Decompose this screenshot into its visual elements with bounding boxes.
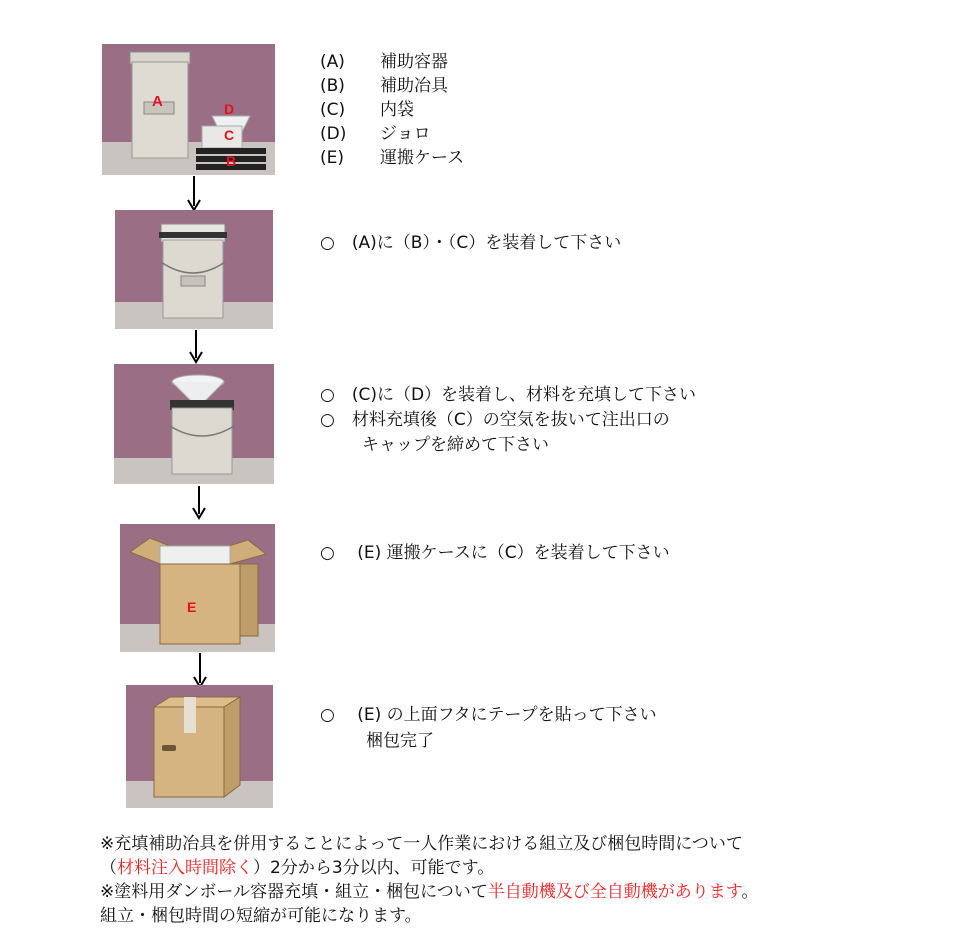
- label-c: C: [224, 127, 235, 143]
- photo-step-sealed: [126, 685, 273, 808]
- legend-code: (A): [320, 52, 345, 72]
- step5-text-1: ○ (E) の上面フタにテープを貼って下さい: [320, 705, 657, 725]
- note-line-3-a: ※塗料用ダンボール容器充填・組立・梱包について: [100, 882, 488, 902]
- note-line-2: [100, 856, 758, 880]
- legend-name: 内袋: [380, 100, 414, 120]
- label-e: E: [187, 599, 197, 615]
- legend-name: 補助容器: [380, 52, 448, 72]
- step3-text-1: ○ (C)に（D）を装着し、材料を充填して下さい: [320, 385, 697, 405]
- arrow-down-icon: [192, 653, 208, 689]
- step3-text-2: ○ 材料充填後（C）の空気を抜いて注出口の: [320, 410, 670, 430]
- legend-code: (E): [320, 148, 345, 168]
- note-line-1: ※充填補助冶具を併用することによって一人作業における組立及び梱包時間について: [100, 834, 743, 854]
- legend-code: (C): [320, 100, 346, 120]
- arrow-down-icon: [191, 486, 207, 520]
- step2-text: ○ (A)に（B）・（C）を装着して下さい: [320, 233, 622, 253]
- legend-code: (B): [320, 76, 345, 96]
- notes: [100, 832, 758, 928]
- legend-name: 運搬ケース: [380, 148, 465, 168]
- legend-code: (D): [320, 124, 347, 144]
- label-a: A: [152, 93, 163, 110]
- photo-components: [102, 44, 275, 175]
- legend-name: 補助冶具: [380, 76, 448, 96]
- arrow-down-icon: [186, 176, 202, 212]
- components-legend: [320, 50, 464, 170]
- legend-name: ジョロ: [380, 124, 431, 144]
- arrow-down-icon: [188, 330, 204, 364]
- note-highlight: 材料注入時間除く: [117, 858, 253, 878]
- label-b: B: [226, 153, 237, 169]
- step4-text: ○ (E) 運搬ケースに（C）を装着して下さい: [320, 543, 670, 563]
- label-d: D: [224, 101, 235, 117]
- step5-text-2: 梱包完了: [366, 731, 434, 751]
- note-line-2-rest: ）2分から3分以内、可能です。: [253, 858, 495, 878]
- note-paren-open: （: [100, 858, 117, 878]
- photo-step-fill: [114, 364, 274, 484]
- photo-step-attach: [115, 210, 273, 329]
- note-line-3: [100, 880, 758, 904]
- note-machine-highlight: 半自動機及び全自動機があります: [487, 882, 742, 902]
- note-line-3-b: 。: [741, 882, 759, 902]
- photo-step-case: [120, 524, 275, 652]
- step3-text-3: キャップを締めて下さい: [362, 435, 549, 455]
- note-line-4: 組立・梱包時間の短縮が可能になります。: [100, 906, 422, 926]
